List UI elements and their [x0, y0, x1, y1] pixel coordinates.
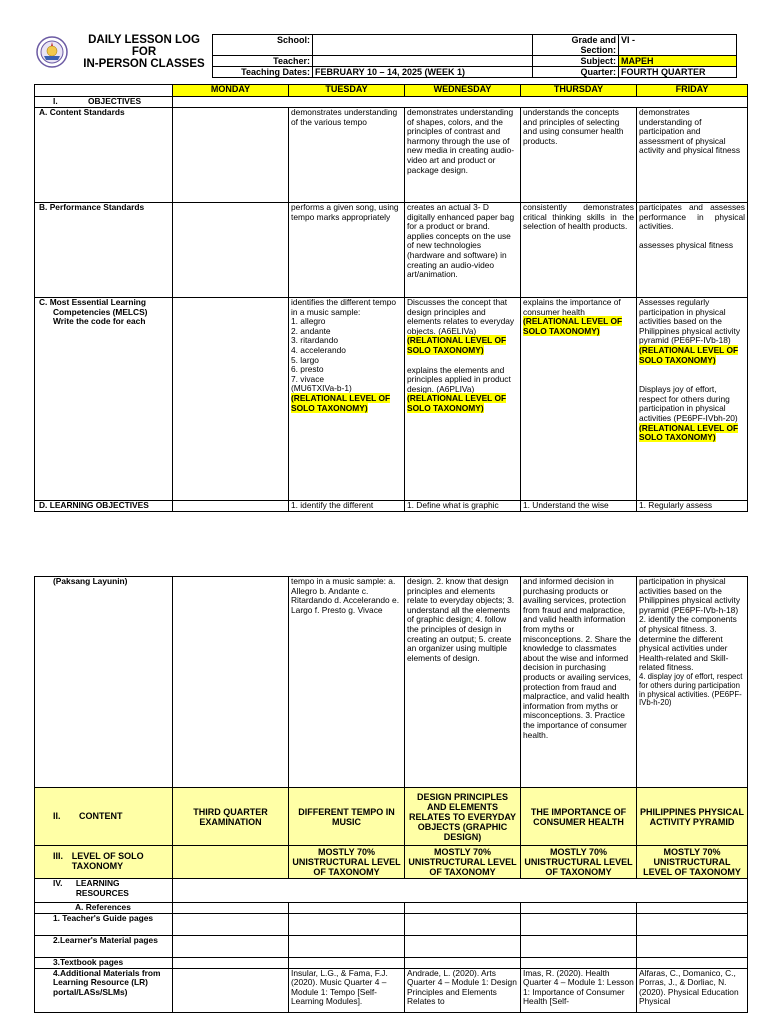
ref-thursday [521, 903, 637, 914]
textbook-label: 3.Textbook pages [35, 957, 173, 968]
corner-cell [35, 85, 173, 97]
lm-friday [637, 935, 748, 957]
lo-wednesday: design. 2. know that design principles and elements relate to everyday objects; 3. understand all the elements of graphic design; 4. follow the principles of design in creating an output; 5. create an organizer using multiple elements of design. [405, 577, 521, 788]
objectives-title: OBJECTIVES [87, 96, 142, 106]
ref-friday [637, 903, 748, 914]
am-monday [173, 968, 289, 1012]
teacher-field[interactable] [313, 56, 533, 67]
tg-wednesday [405, 913, 521, 935]
resources-title: LEARNING RESOURCES [75, 878, 129, 898]
performance-standards-label: B. Performance Standards [35, 203, 173, 298]
day-header-monday: MONDAY [173, 85, 289, 97]
am-tuesday: Insular, L.G., & Fama, F.J. (2020). Music Quarter 4 – Module 1: Tempo [Self-Learning Modules]. [289, 968, 405, 1012]
resources-label [35, 879, 173, 903]
content-num: II. [53, 810, 61, 821]
content-std-monday [173, 108, 289, 203]
perf-std-friday: participates and assesses performance in physical activities. [639, 202, 745, 232]
content-monday: THIRD QUARTER EXAMINATION [173, 788, 289, 846]
lo-friday-2: 4. display joy of effort, respect for others during participation in physical activities. (PE6PF-IVb-h-20) [639, 671, 743, 708]
tb-wednesday [405, 957, 521, 968]
tg-monday [173, 913, 289, 935]
references-label: A. References [35, 903, 173, 914]
title-line-1: DAILY LESSON LOG FOR [88, 34, 200, 58]
header-table [212, 34, 737, 78]
melcs-label-2: Competencies (MELCS) [53, 306, 148, 317]
objectives-span-cell [173, 97, 748, 108]
ref-tuesday [289, 903, 405, 914]
solo-tag-wednesday-2: (RELATIONAL LEVEL OF SOLO TAXONOMY) [407, 393, 507, 413]
melcs-label-1: C. Most Essential Learning [39, 297, 147, 307]
lm-tuesday [289, 935, 405, 957]
solo-monday [173, 846, 289, 879]
learners-material-label: 2.Learner's Material pages [35, 935, 173, 957]
solo-tuesday: MOSTLY 70% UNISTRUCTURAL LEVEL OF TAXONOMY [289, 846, 405, 879]
perf-std-friday-extra: assesses physical fitness [639, 239, 734, 250]
dates-field[interactable]: FEBRUARY 10 – 14, 2025 (WEEK 1) [313, 67, 533, 78]
melcs-friday-2: Displays joy of effort, respect for others during participation in physical activities (PE6PF-IVbh-20) [639, 384, 738, 423]
content-std-wednesday: demonstrates understanding of shapes, colors, and the principles of contrast and harmony through the use of new media in creating audio-video art and product or package design. [405, 108, 521, 203]
solo-num: III. [53, 851, 64, 862]
melcs-tuesday-intro: identifies the different tempo in a music sample: [291, 297, 397, 317]
lo-monday [173, 577, 289, 788]
am-thursday: Imas, R. (2020). Health Quarter 4 – Module 1: Lesson 1: Importance of Consumer Health [Self- [521, 968, 637, 1012]
school-field[interactable] [313, 35, 533, 56]
melcs-friday [637, 298, 748, 501]
lo-tuesday: tempo in a music sample: a. Allegro b. Andante c. Ritardando d. Accelerando e. Largo f. Presto g. Vivace [289, 577, 405, 788]
melcs-tuesday-item-6: 6. presto [291, 364, 324, 375]
deped-seal-icon [36, 36, 68, 68]
subject-field[interactable]: MAPEH [619, 56, 737, 67]
lo-thursday: and informed decision in purchasing products or availing services, protection from fraud and malpractice, and valid health information from myths or misconceptions. 2. Share the knowledge to classmates about the wise and informed decision in purchasing products or availing services, protection from fraud and malpractice, and valid health information from myths or misconceptions. 3. Practice the importance of consumer health. [521, 577, 637, 788]
lo-top-tuesday: 1. identify the different [289, 501, 405, 512]
melcs-label-3: Write the code for each [53, 316, 146, 327]
objectives-num: I. [53, 96, 58, 106]
perf-std-tuesday: performs a given song, using tempo marks appropriately [289, 203, 405, 298]
melcs-tuesday-item-4: 4. accelerando [291, 344, 346, 355]
content-wednesday: DESIGN PRINCIPLES AND ELEMENTS RELATES TO EVERYDAY OBJECTS (GRAPHIC DESIGN) [405, 788, 521, 846]
melcs-tuesday [289, 298, 405, 501]
am-wednesday: Andrade, L. (2020). Arts Quarter 4 – Module 1: Design Principles and Elements Relates to [405, 968, 521, 1012]
teacher-label: Teacher: [213, 56, 313, 67]
lm-wednesday [405, 935, 521, 957]
paksang-layunin-text: (Paksang Layunin) [53, 576, 128, 586]
tb-friday [637, 957, 748, 968]
melcs-thursday [521, 298, 637, 501]
lesson-table-page1 [34, 84, 748, 512]
lo-top-monday [173, 501, 289, 512]
paksang-layunin-label [35, 577, 173, 788]
lo-friday-1: participation in physical activities based on the Philippines physical activity pyramid (PE6PF-IVb-h-18) 2. identify the components of physical fitness. 3. determine the different physical activities under Health-related and Skill-related fitness. [639, 576, 741, 673]
perf-std-friday-cell [637, 203, 748, 298]
content-thursday: THE IMPORTANCE OF CONSUMER HEALTH [521, 788, 637, 846]
tb-tuesday [289, 957, 405, 968]
melcs-tuesday-item-1: 1. allegro [291, 316, 326, 327]
melcs-friday-1: Assesses regularly participation in physical activities based on the Philippines physical activity pyramid (PE6PF-IVb-18) [639, 297, 741, 346]
resources-span-cell [173, 879, 748, 903]
content-tuesday: DIFFERENT TEMPO IN MUSIC [289, 788, 405, 846]
resources-num: IV. [53, 878, 63, 888]
ref-wednesday [405, 903, 521, 914]
melcs-label [35, 298, 173, 501]
solo-title: LEVEL OF SOLO TAXONOMY [71, 851, 144, 871]
am-friday: Alfaras, C., Domanico, C., Porras, J., & Dorliac, N. (2020). Physical Education Physical [637, 968, 748, 1012]
solo-label [35, 846, 173, 879]
grade-label: Grade and Section: [533, 35, 619, 56]
additional-materials-label: 4.Additional Materials from Learning Resource (LR) portal/LASs/SLMs) [35, 968, 173, 1012]
lm-thursday [521, 935, 637, 957]
solo-tag-thursday: (RELATIONAL LEVEL OF SOLO TAXONOMY) [523, 316, 623, 336]
melcs-wednesday-2: explains the elements and principles applied in product design. (A6PLIVa) [407, 364, 511, 394]
title-line-2: IN-PERSON CLASSES [83, 58, 205, 70]
solo-tag-friday-1: (RELATIONAL LEVEL OF SOLO TAXONOMY) [639, 344, 739, 365]
melcs-wednesday-1: Discusses the concept that design principles and elements relates to everyday objects. (A6ELIVa) [407, 297, 515, 336]
melcs-tuesday-code: (MU6TXIVa-b-1) [291, 383, 352, 394]
content-std-thursday: understands the concepts and principles of selecting and using consumer health products. [521, 108, 637, 203]
content-standards-label: A. Content Standards [35, 108, 173, 203]
day-header-wednesday: WEDNESDAY [405, 85, 521, 97]
tb-thursday [521, 957, 637, 968]
solo-wednesday: MOSTLY 70% UNISTRUCTURAL LEVEL OF TAXONOMY [405, 846, 521, 879]
grade-field[interactable]: VI - [619, 35, 737, 56]
lo-top-thursday: 1. Understand the wise [521, 501, 637, 512]
melcs-monday [173, 298, 289, 501]
melcs-thursday-text: explains the importance of consumer health [523, 297, 621, 317]
lo-friday [637, 577, 748, 788]
school-label: School: [213, 35, 313, 56]
melcs-tuesday-item-2: 2. andante [291, 325, 331, 336]
content-std-tuesday: demonstrates understanding of the various tempo [289, 108, 405, 203]
perf-std-wednesday: creates an actual 3- D digitally enhanced paper bag for a product or brand. applies concepts on the use of new technologies (hardware and software) in creating an audio-video art/animation. [405, 203, 521, 298]
solo-tag-tuesday: (RELATIONAL LEVEL OF SOLO TAXONOMY) [291, 392, 391, 413]
melcs-tuesday-item-3: 3. ritardando [291, 335, 339, 346]
content-friday: PHILIPPINES PHYSICAL ACTIVITY PYRAMID [637, 788, 748, 846]
day-header-friday: FRIDAY [637, 85, 748, 97]
solo-friday: MOSTLY 70% UNISTRUCTURAL LEVEL OF TAXONOMY [637, 846, 748, 879]
day-header-tuesday: TUESDAY [289, 85, 405, 97]
melcs-wednesday [405, 298, 521, 501]
tb-monday [173, 957, 289, 968]
lo-top-friday: 1. Regularly assess [637, 501, 748, 512]
lm-monday [173, 935, 289, 957]
learning-objectives-label: D. LEARNING OBJECTIVES [35, 501, 173, 512]
tg-friday [637, 913, 748, 935]
melcs-tuesday-item-5: 5. largo [291, 354, 319, 365]
tg-thursday [521, 913, 637, 935]
melcs-tuesday-item-7: 7. vivace [291, 373, 325, 384]
content-std-friday: demonstrates understanding of participation and assessment of physical activity and physical fitness [637, 108, 748, 203]
perf-std-monday [173, 203, 289, 298]
content-title: CONTENT [79, 810, 123, 821]
perf-std-thursday: consistently demonstrates critical thinking skills in the selection of health products. [521, 203, 637, 298]
day-header-thursday: THURSDAY [521, 85, 637, 97]
quarter-label: Quarter: [533, 67, 619, 78]
solo-thursday: MOSTLY 70% UNISTRUCTURAL LEVEL OF TAXONOMY [521, 846, 637, 879]
lo-top-wednesday: 1. Define what is graphic [405, 501, 521, 512]
objectives-heading [35, 97, 173, 108]
lesson-table-page2 [34, 576, 748, 1013]
dates-label: Teaching Dates: [213, 67, 313, 78]
subject-label: Subject: [533, 56, 619, 67]
solo-tag-friday-2: (RELATIONAL LEVEL OF SOLO TAXONOMY) [639, 422, 739, 443]
teachers-guide-label: 1. Teacher's Guide pages [35, 913, 173, 935]
content-label [35, 788, 173, 846]
solo-tag-wednesday-1: (RELATIONAL LEVEL OF SOLO TAXONOMY) [407, 335, 507, 355]
tg-tuesday [289, 913, 405, 935]
quarter-field[interactable]: FOURTH QUARTER [619, 67, 737, 78]
form-title [76, 34, 212, 70]
ref-monday [173, 903, 289, 914]
